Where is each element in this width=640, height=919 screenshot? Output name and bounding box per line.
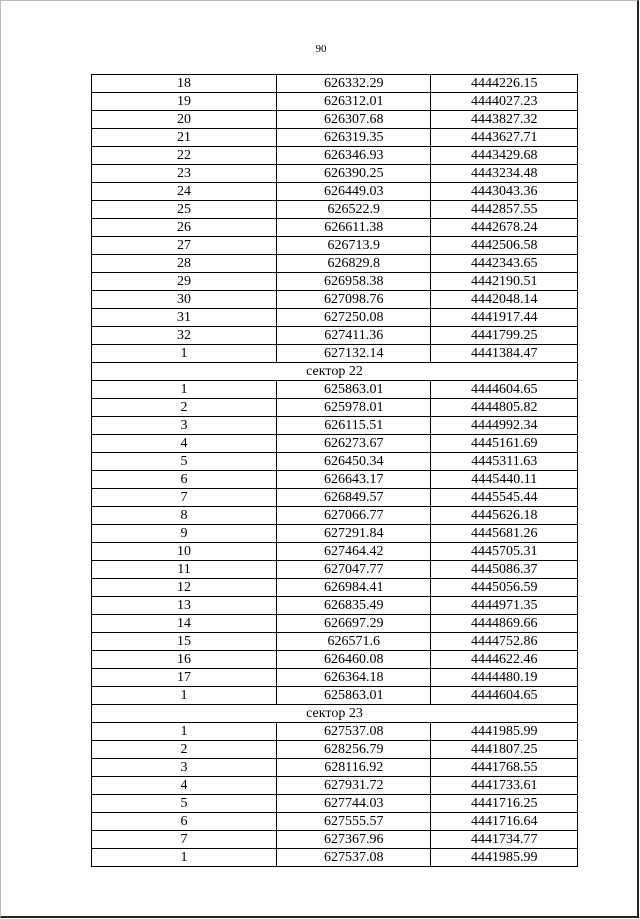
sector-header-row <box>92 705 578 723</box>
y-coordinate-cell: 4443827.32 <box>431 111 578 129</box>
sector-title: сектор 23 <box>92 705 578 723</box>
y-coordinate-cell: 4444480.19 <box>431 669 578 687</box>
point-number-cell: 9 <box>92 525 277 543</box>
point-number-cell: 7 <box>92 489 277 507</box>
x-coordinate-cell: 626332.29 <box>277 75 431 93</box>
point-number-cell: 5 <box>92 795 277 813</box>
y-coordinate-cell: 4444971.35 <box>431 597 578 615</box>
coordinates-table-body <box>92 75 578 867</box>
table-row <box>92 435 578 453</box>
table-row <box>92 669 578 687</box>
x-coordinate-cell: 627537.08 <box>277 849 431 867</box>
table-row <box>92 615 578 633</box>
x-coordinate-cell: 626450.34 <box>277 453 431 471</box>
y-coordinate-cell: 4441733.61 <box>431 777 578 795</box>
table-row <box>92 813 578 831</box>
point-number-cell: 11 <box>92 561 277 579</box>
y-coordinate-cell: 4441768.55 <box>431 759 578 777</box>
table-row <box>92 543 578 561</box>
point-number-cell: 1 <box>92 345 277 363</box>
point-number-cell: 31 <box>92 309 277 327</box>
point-number-cell: 2 <box>92 399 277 417</box>
x-coordinate-cell: 627250.08 <box>277 309 431 327</box>
point-number-cell: 1 <box>92 849 277 867</box>
x-coordinate-cell: 627367.96 <box>277 831 431 849</box>
x-coordinate-cell: 627098.76 <box>277 291 431 309</box>
x-coordinate-cell: 628256.79 <box>277 741 431 759</box>
x-coordinate-cell: 626390.25 <box>277 165 431 183</box>
x-coordinate-cell: 627555.57 <box>277 813 431 831</box>
y-coordinate-cell: 4441985.99 <box>431 849 578 867</box>
point-number-cell: 18 <box>92 75 277 93</box>
table-row <box>92 579 578 597</box>
x-coordinate-cell: 625863.01 <box>277 687 431 705</box>
x-coordinate-cell: 627464.42 <box>277 543 431 561</box>
y-coordinate-cell: 4444604.65 <box>431 381 578 399</box>
y-coordinate-cell: 4445056.59 <box>431 579 578 597</box>
table-row <box>92 489 578 507</box>
table-row <box>92 723 578 741</box>
y-coordinate-cell: 4445705.31 <box>431 543 578 561</box>
point-number-cell: 17 <box>92 669 277 687</box>
table-row <box>92 525 578 543</box>
x-coordinate-cell: 625863.01 <box>277 381 431 399</box>
point-number-cell: 1 <box>92 723 277 741</box>
point-number-cell: 29 <box>92 273 277 291</box>
x-coordinate-cell: 626984.41 <box>277 579 431 597</box>
x-coordinate-cell: 626346.93 <box>277 147 431 165</box>
table-row <box>92 831 578 849</box>
point-number-cell: 30 <box>92 291 277 309</box>
x-coordinate-cell: 626849.57 <box>277 489 431 507</box>
coordinates-table <box>91 74 578 867</box>
y-coordinate-cell: 4444752.86 <box>431 633 578 651</box>
y-coordinate-cell: 4442190.51 <box>431 273 578 291</box>
table-row <box>92 255 578 273</box>
point-number-cell: 4 <box>92 777 277 795</box>
y-coordinate-cell: 4441807.25 <box>431 741 578 759</box>
point-number-cell: 6 <box>92 471 277 489</box>
point-number-cell: 22 <box>92 147 277 165</box>
point-number-cell: 14 <box>92 615 277 633</box>
x-coordinate-cell: 627047.77 <box>277 561 431 579</box>
y-coordinate-cell: 4443429.68 <box>431 147 578 165</box>
x-coordinate-cell: 628116.92 <box>277 759 431 777</box>
y-coordinate-cell: 4444622.46 <box>431 651 578 669</box>
x-coordinate-cell: 626307.68 <box>277 111 431 129</box>
point-number-cell: 20 <box>92 111 277 129</box>
point-number-cell: 32 <box>92 327 277 345</box>
y-coordinate-cell: 4442343.65 <box>431 255 578 273</box>
table-row <box>92 633 578 651</box>
point-number-cell: 24 <box>92 183 277 201</box>
point-number-cell: 21 <box>92 129 277 147</box>
table-row <box>92 219 578 237</box>
x-coordinate-cell: 626273.67 <box>277 435 431 453</box>
point-number-cell: 19 <box>92 93 277 111</box>
x-coordinate-cell: 626713.9 <box>277 237 431 255</box>
table-row <box>92 129 578 147</box>
point-number-cell: 27 <box>92 237 277 255</box>
table-row <box>92 309 578 327</box>
point-number-cell: 26 <box>92 219 277 237</box>
x-coordinate-cell: 626460.08 <box>277 651 431 669</box>
y-coordinate-cell: 4443043.36 <box>431 183 578 201</box>
y-coordinate-cell: 4441734.77 <box>431 831 578 849</box>
y-coordinate-cell: 4445161.69 <box>431 435 578 453</box>
x-coordinate-cell: 626449.03 <box>277 183 431 201</box>
x-coordinate-cell: 626835.49 <box>277 597 431 615</box>
y-coordinate-cell: 4442857.55 <box>431 201 578 219</box>
table-row <box>92 687 578 705</box>
point-number-cell: 8 <box>92 507 277 525</box>
point-number-cell: 5 <box>92 453 277 471</box>
point-number-cell: 25 <box>92 201 277 219</box>
table-row <box>92 507 578 525</box>
y-coordinate-cell: 4444869.66 <box>431 615 578 633</box>
x-coordinate-cell: 627931.72 <box>277 777 431 795</box>
table-row <box>92 417 578 435</box>
x-coordinate-cell: 627411.36 <box>277 327 431 345</box>
y-coordinate-cell: 4442048.14 <box>431 291 578 309</box>
x-coordinate-cell: 627132.14 <box>277 345 431 363</box>
table-row <box>92 651 578 669</box>
x-coordinate-cell: 627744.03 <box>277 795 431 813</box>
x-coordinate-cell: 627537.08 <box>277 723 431 741</box>
x-coordinate-cell: 627066.77 <box>277 507 431 525</box>
y-coordinate-cell: 4444805.82 <box>431 399 578 417</box>
table-row <box>92 93 578 111</box>
y-coordinate-cell: 4443627.71 <box>431 129 578 147</box>
point-number-cell: 7 <box>92 831 277 849</box>
point-number-cell: 16 <box>92 651 277 669</box>
y-coordinate-cell: 4441799.25 <box>431 327 578 345</box>
point-number-cell: 6 <box>92 813 277 831</box>
y-coordinate-cell: 4443234.48 <box>431 165 578 183</box>
point-number-cell: 10 <box>92 543 277 561</box>
x-coordinate-cell: 626522.9 <box>277 201 431 219</box>
y-coordinate-cell: 4444992.34 <box>431 417 578 435</box>
x-coordinate-cell: 625978.01 <box>277 399 431 417</box>
y-coordinate-cell: 4441985.99 <box>431 723 578 741</box>
y-coordinate-cell: 4445311.63 <box>431 453 578 471</box>
table-row <box>92 111 578 129</box>
y-coordinate-cell: 4441716.64 <box>431 813 578 831</box>
x-coordinate-cell: 626571.6 <box>277 633 431 651</box>
y-coordinate-cell: 4441917.44 <box>431 309 578 327</box>
y-coordinate-cell: 4444226.15 <box>431 75 578 93</box>
y-coordinate-cell: 4445086.37 <box>431 561 578 579</box>
x-coordinate-cell: 626697.29 <box>277 615 431 633</box>
y-coordinate-cell: 4442678.24 <box>431 219 578 237</box>
point-number-cell: 1 <box>92 687 277 705</box>
point-number-cell: 23 <box>92 165 277 183</box>
sector-header-row <box>92 363 578 381</box>
table-row <box>92 75 578 93</box>
table-row <box>92 147 578 165</box>
table-row <box>92 381 578 399</box>
x-coordinate-cell: 626958.38 <box>277 273 431 291</box>
page-number: 90 <box>315 43 327 55</box>
x-coordinate-cell: 626319.35 <box>277 129 431 147</box>
y-coordinate-cell: 4445440.11 <box>431 471 578 489</box>
y-coordinate-cell: 4445626.18 <box>431 507 578 525</box>
table-row <box>92 849 578 867</box>
x-coordinate-cell: 626829.8 <box>277 255 431 273</box>
table-row <box>92 597 578 615</box>
table-row <box>92 165 578 183</box>
point-number-cell: 1 <box>92 381 277 399</box>
table-row <box>92 273 578 291</box>
y-coordinate-cell: 4444027.23 <box>431 93 578 111</box>
point-number-cell: 15 <box>92 633 277 651</box>
point-number-cell: 13 <box>92 597 277 615</box>
table-row <box>92 291 578 309</box>
x-coordinate-cell: 626115.51 <box>277 417 431 435</box>
point-number-cell: 3 <box>92 417 277 435</box>
y-coordinate-cell: 4444604.65 <box>431 687 578 705</box>
y-coordinate-cell: 4445545.44 <box>431 489 578 507</box>
x-coordinate-cell: 627291.84 <box>277 525 431 543</box>
table-row <box>92 327 578 345</box>
point-number-cell: 12 <box>92 579 277 597</box>
x-coordinate-cell: 626611.38 <box>277 219 431 237</box>
table-row <box>92 237 578 255</box>
table-row <box>92 201 578 219</box>
point-number-cell: 2 <box>92 741 277 759</box>
table-row <box>92 453 578 471</box>
table-row <box>92 741 578 759</box>
table-row <box>92 471 578 489</box>
x-coordinate-cell: 626643.17 <box>277 471 431 489</box>
x-coordinate-cell: 626312.01 <box>277 93 431 111</box>
table-row <box>92 759 578 777</box>
table-row <box>92 183 578 201</box>
y-coordinate-cell: 4445681.26 <box>431 525 578 543</box>
sector-title: сектор 22 <box>92 363 578 381</box>
table-row <box>92 777 578 795</box>
y-coordinate-cell: 4441716.25 <box>431 795 578 813</box>
table-row <box>92 795 578 813</box>
table-row <box>92 345 578 363</box>
y-coordinate-cell: 4442506.58 <box>431 237 578 255</box>
table-row <box>92 399 578 417</box>
point-number-cell: 4 <box>92 435 277 453</box>
y-coordinate-cell: 4441384.47 <box>431 345 578 363</box>
point-number-cell: 3 <box>92 759 277 777</box>
point-number-cell: 28 <box>92 255 277 273</box>
table-row <box>92 561 578 579</box>
x-coordinate-cell: 626364.18 <box>277 669 431 687</box>
